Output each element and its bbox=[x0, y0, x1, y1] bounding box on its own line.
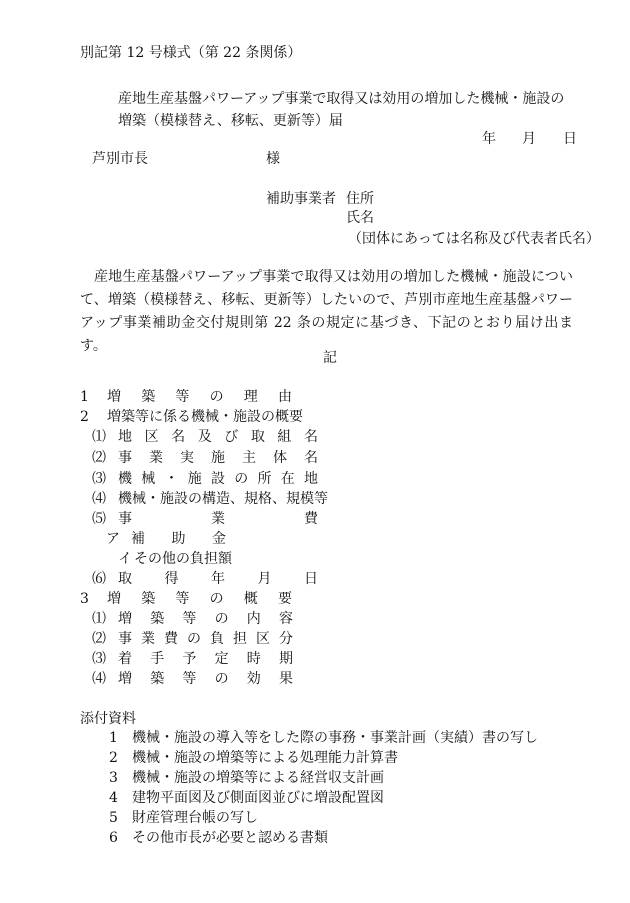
subsubitem-label: その他の負担額 bbox=[134, 551, 232, 567]
applicant-address-label: 住所 bbox=[346, 191, 374, 207]
label-char: 年 bbox=[211, 571, 225, 587]
item-number: 2 bbox=[80, 409, 89, 425]
label-char: 名 bbox=[171, 429, 186, 445]
label-char: 業 bbox=[141, 631, 155, 647]
label-char: 内 bbox=[246, 611, 261, 627]
label-char: 増 bbox=[107, 591, 121, 607]
subsubitem-label bbox=[131, 532, 226, 546]
item-number: 3 bbox=[80, 591, 89, 607]
label-char: 取 bbox=[118, 571, 132, 587]
label-char: の bbox=[187, 631, 201, 647]
subitem-label bbox=[118, 430, 318, 444]
label-char: 組 bbox=[277, 429, 292, 445]
document-title-line2: 増築（模様替え、移転、更新等）届 bbox=[118, 113, 343, 129]
applicant-label: 補助事業者 bbox=[266, 191, 336, 207]
subitem-number: ⑴ bbox=[92, 611, 106, 627]
label-char: 容 bbox=[278, 611, 293, 627]
attachments-heading: 添付資料 bbox=[80, 711, 136, 727]
date-month: 月 bbox=[522, 131, 536, 147]
label-char: 定 bbox=[214, 651, 229, 667]
label-char: 果 bbox=[278, 671, 293, 687]
label-char: 地 bbox=[118, 429, 132, 445]
label-char: 名 bbox=[304, 450, 318, 466]
label-char: 業 bbox=[149, 450, 163, 466]
label-char: 取 bbox=[250, 429, 265, 445]
label-char: 助 bbox=[171, 531, 186, 547]
item-label bbox=[107, 592, 292, 606]
label-char: 等 bbox=[182, 611, 197, 627]
applicant-name-label: 氏名 bbox=[346, 210, 374, 226]
label-char: 着 bbox=[118, 651, 132, 667]
label-char: 予 bbox=[182, 651, 197, 667]
subitem-label: 機械・施設の構造、規格、規模等 bbox=[118, 491, 328, 507]
subitem-number: ⑸ bbox=[92, 511, 106, 527]
label-char: 機 bbox=[118, 471, 132, 487]
label-char: 等 bbox=[175, 591, 190, 607]
subsubitem-marker: ア bbox=[106, 531, 120, 547]
attachment-text: 機械・施設の導入等をした際の事務・事業計画（実績）書の写し bbox=[132, 730, 538, 746]
label-char: 増 bbox=[107, 389, 121, 405]
subitem-number: ⑷ bbox=[92, 671, 106, 687]
label-char: 事 bbox=[118, 511, 132, 527]
subitem-number: ⑶ bbox=[92, 471, 106, 487]
label-char: の bbox=[214, 671, 229, 687]
date-day: 日 bbox=[563, 131, 577, 147]
ki-heading: 記 bbox=[323, 350, 337, 366]
subitem-number: ⑵ bbox=[92, 450, 106, 466]
label-char: 金 bbox=[212, 531, 226, 547]
label-char: 概 bbox=[243, 591, 258, 607]
label-char: び bbox=[224, 429, 239, 445]
subitem-label bbox=[118, 451, 318, 465]
form-id: 別記第 12 号様式（第 22 条関係） bbox=[80, 45, 302, 61]
label-char: 及 bbox=[197, 429, 212, 445]
label-char: 主 bbox=[242, 450, 256, 466]
label-char: 名 bbox=[303, 429, 318, 445]
label-char: 手 bbox=[150, 651, 165, 667]
label-char: 分 bbox=[279, 631, 293, 647]
attachment-text: 財産管理台帳の写し bbox=[132, 810, 258, 826]
label-char: 築 bbox=[141, 389, 156, 405]
subitem-label bbox=[118, 572, 318, 586]
label-char: 要 bbox=[277, 591, 292, 607]
label-char: 得 bbox=[164, 571, 179, 587]
label-char: 施 bbox=[211, 450, 225, 466]
label-char: 築 bbox=[150, 671, 165, 687]
item-number: 1 bbox=[80, 389, 89, 405]
item-label bbox=[107, 390, 292, 404]
label-char: 期 bbox=[278, 651, 293, 667]
label-char: 増 bbox=[118, 671, 132, 687]
label-char: 等 bbox=[175, 389, 190, 405]
label-char: 担 bbox=[233, 631, 247, 647]
attachment-number: 3 bbox=[109, 770, 118, 786]
label-char: 等 bbox=[182, 671, 197, 687]
label-char: 日 bbox=[304, 571, 318, 587]
subitem-label bbox=[118, 612, 293, 626]
addressee-honorific: 様 bbox=[266, 151, 280, 167]
label-char: の bbox=[209, 389, 224, 405]
label-char: の bbox=[209, 591, 224, 607]
label-char: 施 bbox=[187, 471, 202, 487]
label-char: 費 bbox=[304, 511, 318, 527]
label-char: 区 bbox=[144, 429, 159, 445]
label-char: 所 bbox=[257, 471, 272, 487]
label-char: ・ bbox=[164, 471, 179, 487]
subitem-label bbox=[118, 512, 318, 526]
label-char: 補 bbox=[131, 531, 145, 547]
addressee-name: 芦別市長 bbox=[92, 151, 148, 167]
label-char: 費 bbox=[164, 631, 178, 647]
subitem-number: ⑴ bbox=[92, 429, 106, 445]
attachment-text: 機械・施設の増築等による処理能力計算書 bbox=[132, 750, 398, 766]
label-char: 地 bbox=[304, 471, 318, 487]
label-char: の bbox=[234, 471, 249, 487]
attachment-number: 6 bbox=[109, 830, 118, 846]
label-char: 実 bbox=[180, 450, 194, 466]
attachment-number: 5 bbox=[109, 810, 118, 826]
label-char: 区 bbox=[256, 631, 270, 647]
label-char: 効 bbox=[246, 671, 261, 687]
attachment-text: その他市長が必要と認める書類 bbox=[132, 830, 328, 846]
label-char: 由 bbox=[277, 389, 292, 405]
date-year: 年 bbox=[482, 131, 496, 147]
label-char: 負 bbox=[210, 631, 224, 647]
label-char: 築 bbox=[150, 611, 165, 627]
label-char: 月 bbox=[257, 571, 272, 587]
subitem-label bbox=[118, 672, 293, 686]
subitem-number: ⑶ bbox=[92, 651, 106, 667]
label-char: 時 bbox=[246, 651, 261, 667]
label-char: 事 bbox=[118, 450, 132, 466]
label-char: 在 bbox=[280, 471, 295, 487]
subitem-number: ⑷ bbox=[92, 491, 106, 507]
label-char: 械 bbox=[141, 471, 156, 487]
label-char: の bbox=[214, 611, 229, 627]
label-char: 事 bbox=[118, 631, 132, 647]
attachment-number: 1 bbox=[109, 730, 118, 746]
document-title-line1: 産地生産基盤パワーアップ事業で取得又は効用の増加した機械・施設の bbox=[118, 91, 565, 107]
label-char: 体 bbox=[273, 450, 287, 466]
subsubitem-marker: イ bbox=[118, 551, 132, 567]
label-char: 設 bbox=[211, 471, 225, 487]
attachment-number: 2 bbox=[109, 750, 118, 766]
subitem-label bbox=[118, 472, 318, 486]
attachment-text: 建物平面図及び側面図並びに増設配置図 bbox=[132, 790, 384, 806]
label-char: 業 bbox=[211, 511, 225, 527]
subitem-label bbox=[118, 652, 293, 666]
subitem-label bbox=[118, 632, 293, 646]
label-char: 理 bbox=[243, 389, 258, 405]
label-char: 築 bbox=[141, 591, 156, 607]
label-char: 増 bbox=[118, 611, 132, 627]
applicant-note: （団体にあっては名称及び代表者氏名） bbox=[348, 231, 600, 247]
item-label: 増築等に係る機械・施設の概要 bbox=[107, 409, 303, 425]
body-paragraph: 産地生産基盤パワーアップ事業で取得又は効用の増加した機械・施設について、増築（模様替え、移転、更新等）したいので、芦別市産地生産基盤パワーアップ事業補助金交付規則第 22 条の規定に基づき、下記のとおり届け出ます。 bbox=[80, 269, 573, 354]
attachment-text: 機械・施設の増築等による経営収支計画 bbox=[132, 770, 384, 786]
attachment-number: 4 bbox=[109, 790, 118, 806]
subitem-number: ⑹ bbox=[92, 571, 106, 587]
subitem-number: ⑵ bbox=[92, 631, 106, 647]
